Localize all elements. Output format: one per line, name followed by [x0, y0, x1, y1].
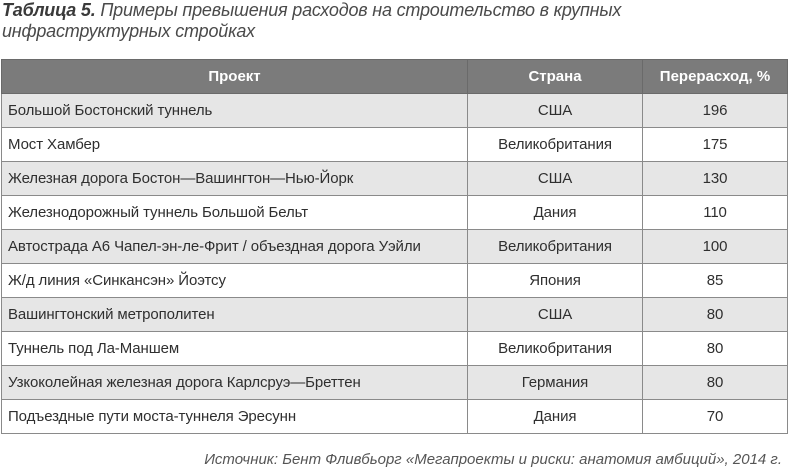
- table-caption: [2, 0, 782, 42]
- cell-overrun: 85: [643, 264, 788, 298]
- cell-overrun: 110: [643, 196, 788, 230]
- header-overrun: Перерасход, %: [643, 60, 788, 94]
- cell-country: США: [468, 162, 643, 196]
- table-row: [2, 366, 788, 400]
- cell-project: Узкоколейная железная дорога Карлсруэ—Бреттен: [2, 366, 468, 400]
- cell-overrun: 100: [643, 230, 788, 264]
- caption-label: Таблица 5.: [2, 0, 96, 20]
- cell-overrun: 70: [643, 400, 788, 434]
- cell-project: Железная дорога Бостон—Вашингтон—Нью-Йорк: [2, 162, 468, 196]
- table-body: [2, 94, 788, 434]
- header-project: Проект: [2, 60, 468, 94]
- table-row: [2, 196, 788, 230]
- cell-country: Дания: [468, 400, 643, 434]
- cell-country: Великобритания: [468, 332, 643, 366]
- table-row: [2, 264, 788, 298]
- cell-overrun: 130: [643, 162, 788, 196]
- cell-project: Подъездные пути моста-туннеля Эресунн: [2, 400, 468, 434]
- cell-project: Туннель под Ла-Маншем: [2, 332, 468, 366]
- table-row: [2, 400, 788, 434]
- cell-project: Мост Хамбер: [2, 128, 468, 162]
- table-row: [2, 128, 788, 162]
- cell-country: США: [468, 94, 643, 128]
- source-note: Источник: Бент Фливбьорг «Мегапроекты и риски: анатомия амбиций», 2014 г.: [204, 451, 782, 468]
- cell-country: Япония: [468, 264, 643, 298]
- table-row: [2, 230, 788, 264]
- cell-project: Большой Бостонский туннель: [2, 94, 468, 128]
- table-row: [2, 162, 788, 196]
- table-row: [2, 298, 788, 332]
- cell-country: Дания: [468, 196, 643, 230]
- cell-overrun: 80: [643, 298, 788, 332]
- table-row: [2, 332, 788, 366]
- cell-country: Великобритания: [468, 230, 643, 264]
- cell-overrun: 80: [643, 332, 788, 366]
- cell-project: Ж/д линия «Синкансэн» Йоэтсу: [2, 264, 468, 298]
- table-header: [2, 60, 788, 94]
- cell-project: Железнодорожный туннель Большой Бельт: [2, 196, 468, 230]
- table-row: [2, 94, 788, 128]
- header-row: [2, 60, 788, 94]
- cell-overrun: 196: [643, 94, 788, 128]
- overrun-table: [1, 59, 788, 434]
- cell-project: Автострада А6 Чапел-эн-ле-Фрит / объездная дорога Уэйли: [2, 230, 468, 264]
- cell-country: США: [468, 298, 643, 332]
- cell-overrun: 175: [643, 128, 788, 162]
- cell-overrun: 80: [643, 366, 788, 400]
- cell-country: Великобритания: [468, 128, 643, 162]
- header-country: Страна: [468, 60, 643, 94]
- caption-text: Примеры превышения расходов на строительство в крупных инфраструктурных стройках: [2, 0, 622, 41]
- cell-project: Вашингтонский метрополитен: [2, 298, 468, 332]
- cell-country: Германия: [468, 366, 643, 400]
